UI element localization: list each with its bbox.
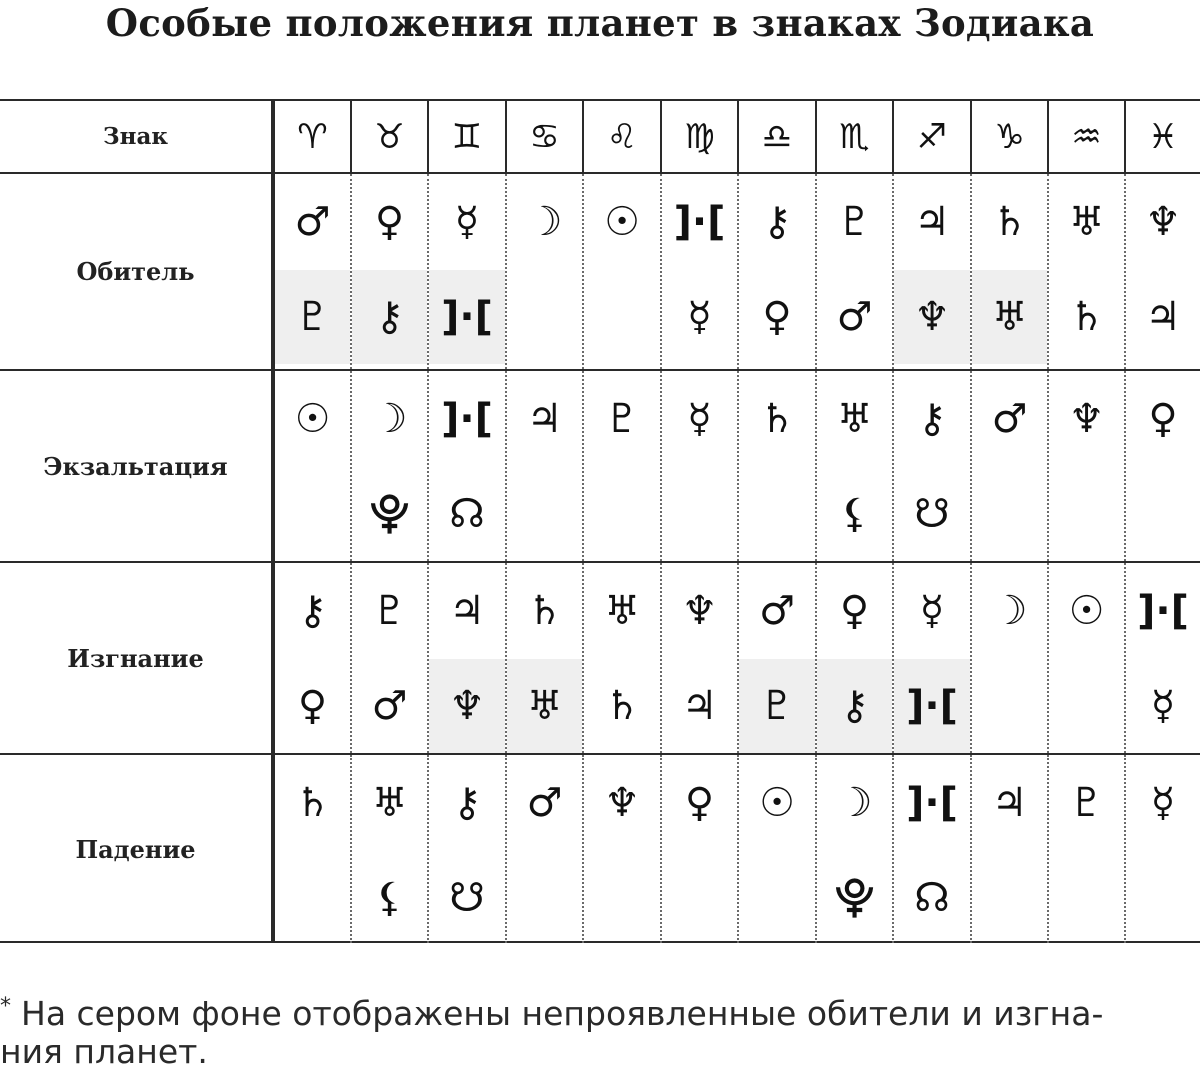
taurus-icon: ♉ bbox=[350, 101, 427, 172]
table-cell bbox=[892, 371, 970, 561]
table-cell bbox=[427, 755, 505, 943]
venus-icon: ♀ bbox=[839, 588, 870, 634]
table-cell bbox=[273, 755, 350, 943]
virgo-icon: ♍ bbox=[660, 101, 737, 172]
south-node-icon: ☋ bbox=[449, 875, 485, 921]
moon-icon: ☽ bbox=[836, 780, 873, 826]
moon-icon: ☽ bbox=[526, 199, 563, 245]
table-cell bbox=[660, 174, 737, 369]
sagittarius-icon: ♐ bbox=[892, 101, 970, 172]
table-cell bbox=[970, 755, 1047, 943]
jupiter-icon: ♃ bbox=[449, 588, 485, 634]
table-cell bbox=[350, 174, 427, 369]
jupiter-icon: ♃ bbox=[681, 683, 718, 729]
proserpina-icon: ]·[ bbox=[429, 270, 505, 364]
chiron-icon: ⚷ bbox=[762, 199, 792, 245]
pluto-icon: ♇ bbox=[836, 199, 873, 245]
row-label: Обитель bbox=[0, 174, 273, 369]
footnote-line-2: ния планет. bbox=[0, 1032, 208, 1071]
table-cell bbox=[815, 174, 892, 369]
table-cell bbox=[273, 174, 350, 369]
libra-icon: ♎ bbox=[737, 101, 815, 172]
mars-icon: ♂ bbox=[759, 588, 795, 634]
table-row bbox=[0, 753, 1200, 943]
table-cell bbox=[660, 371, 737, 561]
mars-icon: ♂ bbox=[526, 780, 563, 826]
table-cell bbox=[892, 563, 970, 753]
table-cell bbox=[350, 563, 427, 753]
jupiter-icon: ♃ bbox=[526, 396, 563, 442]
table-cell bbox=[350, 371, 427, 561]
table-cell bbox=[505, 371, 582, 561]
row-label: Экзальтация bbox=[0, 371, 273, 561]
table-cell bbox=[660, 563, 737, 753]
uranus-icon: ♅ bbox=[836, 396, 873, 442]
venus-icon: ♀ bbox=[1148, 396, 1178, 442]
sun-icon: ☉ bbox=[1068, 588, 1105, 634]
table-cell bbox=[582, 755, 660, 943]
proserpina-icon: ]·[ bbox=[906, 780, 958, 826]
table-cell bbox=[1124, 563, 1200, 753]
table-row bbox=[0, 369, 1200, 561]
saturn-icon: ♄ bbox=[526, 588, 563, 634]
table-cell bbox=[815, 563, 892, 753]
table-cell bbox=[273, 371, 350, 561]
vulcan-icon: ⯓ bbox=[834, 875, 875, 921]
table-cell bbox=[815, 371, 892, 561]
mars-icon: ♂ bbox=[371, 683, 408, 729]
table-row bbox=[0, 174, 1200, 369]
north-node-icon: ☊ bbox=[914, 875, 950, 921]
neptune-icon: ♆ bbox=[604, 780, 640, 826]
mercury-icon: ☿ bbox=[687, 396, 712, 442]
mars-icon: ♂ bbox=[294, 199, 331, 245]
lilith-icon: ⚸ bbox=[839, 491, 870, 537]
mars-icon: ♂ bbox=[836, 294, 873, 340]
chiron-icon: ⚷ bbox=[817, 659, 892, 753]
mars-icon: ♂ bbox=[991, 396, 1028, 442]
header-label: Знак bbox=[0, 101, 273, 172]
venus-icon: ♀ bbox=[374, 199, 405, 245]
table-cell bbox=[970, 563, 1047, 753]
table-cell bbox=[815, 755, 892, 943]
aries-icon: ♈ bbox=[273, 101, 350, 172]
venus-icon: ♀ bbox=[762, 294, 792, 340]
planet-positions-table bbox=[0, 99, 1200, 943]
south-node-icon: ☋ bbox=[914, 491, 950, 537]
table-cell bbox=[1047, 755, 1124, 943]
table-cell bbox=[737, 563, 815, 753]
mercury-icon: ☿ bbox=[1150, 683, 1176, 729]
venus-icon: ♀ bbox=[297, 683, 328, 729]
table-cell bbox=[737, 371, 815, 561]
mercury-icon: ☿ bbox=[1150, 780, 1176, 826]
chiron-icon: ⚷ bbox=[452, 780, 482, 826]
uranus-icon: ♅ bbox=[972, 270, 1047, 364]
table-cell bbox=[582, 563, 660, 753]
neptune-icon: ♆ bbox=[681, 588, 718, 634]
vulcan-icon: ⯓ bbox=[369, 491, 410, 537]
proserpina-icon: ]·[ bbox=[1137, 588, 1189, 634]
mercury-icon: ☿ bbox=[454, 199, 480, 245]
row-label: Изгнание bbox=[0, 563, 273, 753]
footnote-text-1: На сером фоне отображены непроявленные обители и изгна- bbox=[21, 994, 1104, 1033]
neptune-icon: ♆ bbox=[1068, 396, 1105, 442]
saturn-icon: ♄ bbox=[991, 199, 1028, 245]
venus-icon: ♀ bbox=[684, 780, 715, 826]
table-cell bbox=[892, 755, 970, 943]
table-cell bbox=[582, 371, 660, 561]
jupiter-icon: ♃ bbox=[914, 199, 950, 245]
uranus-icon: ♅ bbox=[604, 588, 640, 634]
aquarius-icon: ♒ bbox=[1047, 101, 1124, 172]
proserpina-icon: ]·[ bbox=[894, 659, 970, 753]
pluto-icon: ♇ bbox=[1068, 780, 1105, 826]
saturn-icon: ♄ bbox=[1068, 294, 1105, 340]
neptune-icon: ♆ bbox=[429, 659, 505, 753]
jupiter-icon: ♃ bbox=[1145, 294, 1181, 340]
table-cell bbox=[737, 755, 815, 943]
jupiter-icon: ♃ bbox=[991, 780, 1028, 826]
north-node-icon: ☊ bbox=[449, 491, 485, 537]
neptune-icon: ♆ bbox=[1145, 199, 1181, 245]
footnote-star: * bbox=[0, 994, 11, 1019]
table-cell bbox=[892, 174, 970, 369]
row-label: Падение bbox=[0, 755, 273, 943]
leo-icon: ♌ bbox=[582, 101, 660, 172]
table-cell bbox=[505, 563, 582, 753]
pluto-icon: ♇ bbox=[371, 588, 408, 634]
proserpina-icon: ]·[ bbox=[673, 199, 726, 245]
chiron-icon: ⚷ bbox=[917, 396, 947, 442]
moon-icon: ☽ bbox=[991, 588, 1028, 634]
neptune-icon: ♆ bbox=[894, 270, 970, 364]
table-cell bbox=[350, 755, 427, 943]
sun-icon: ☉ bbox=[759, 780, 795, 826]
table-cell bbox=[1124, 371, 1200, 561]
scorpio-icon: ♏ bbox=[815, 101, 892, 172]
pisces-icon: ♓ bbox=[1124, 101, 1200, 172]
table-header-row bbox=[0, 101, 1200, 174]
saturn-icon: ♄ bbox=[759, 396, 795, 442]
pluto-icon: ♇ bbox=[275, 270, 350, 364]
table-cell bbox=[970, 371, 1047, 561]
table-cell bbox=[1047, 371, 1124, 561]
table-row bbox=[0, 561, 1200, 753]
table-cell bbox=[427, 563, 505, 753]
mercury-icon: ☿ bbox=[919, 588, 945, 634]
table-cell bbox=[505, 755, 582, 943]
table-cell bbox=[427, 174, 505, 369]
table-cell bbox=[737, 174, 815, 369]
pluto-icon: ♇ bbox=[604, 396, 640, 442]
chiron-icon: ⚷ bbox=[297, 588, 328, 634]
sun-icon: ☉ bbox=[294, 396, 331, 442]
table-cell bbox=[1047, 563, 1124, 753]
gemini-icon: ♊ bbox=[427, 101, 505, 172]
table-cell bbox=[970, 174, 1047, 369]
table-cell bbox=[582, 174, 660, 369]
table-cell bbox=[273, 563, 350, 753]
lilith-icon: ⚸ bbox=[374, 875, 405, 921]
table-cell bbox=[1047, 174, 1124, 369]
uranus-icon: ♅ bbox=[507, 659, 582, 753]
cancer-icon: ♋ bbox=[505, 101, 582, 172]
uranus-icon: ♅ bbox=[371, 780, 408, 826]
page-title: Особые положения планет в знаках Зодиака bbox=[105, 1, 1095, 45]
saturn-icon: ♄ bbox=[604, 683, 640, 729]
capricorn-icon: ♑ bbox=[970, 101, 1047, 172]
uranus-icon: ♅ bbox=[1068, 199, 1105, 245]
sun-icon: ☉ bbox=[604, 199, 640, 245]
table-cell bbox=[427, 371, 505, 561]
saturn-icon: ♄ bbox=[294, 780, 331, 826]
pluto-icon: ♇ bbox=[739, 659, 815, 753]
table-cell bbox=[1124, 755, 1200, 943]
moon-icon: ☽ bbox=[371, 396, 408, 442]
mercury-icon: ☿ bbox=[687, 294, 712, 340]
chiron-icon: ⚷ bbox=[352, 270, 427, 364]
proserpina-icon: ]·[ bbox=[441, 396, 493, 442]
table-cell bbox=[660, 755, 737, 943]
table-cell bbox=[1124, 174, 1200, 369]
table-cell bbox=[505, 174, 582, 369]
